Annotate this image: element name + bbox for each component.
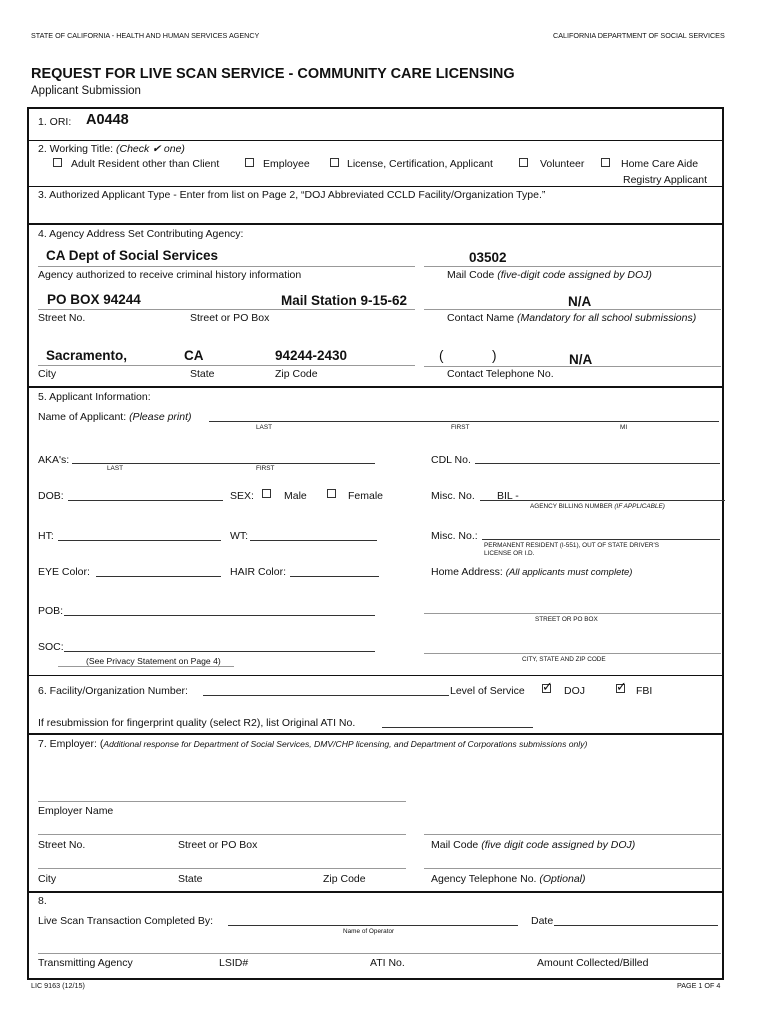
soc-input[interactable] — [64, 651, 375, 652]
applicant-info-label: 5. Applicant Information: — [38, 391, 151, 403]
zip-caption: Zip Code — [275, 368, 318, 380]
misc-no-input[interactable] — [480, 500, 725, 501]
weight-label: WT: — [230, 530, 249, 542]
phone-open-paren: ( — [439, 348, 444, 363]
contact-name-hint: (Mandatory for all school submissions) — [517, 312, 697, 324]
cdl-input[interactable] — [475, 463, 720, 464]
aka-first-caption: FIRST — [256, 465, 275, 472]
employee-label: Employee — [263, 158, 310, 170]
pob-input[interactable] — [64, 615, 375, 616]
employer-mail-code-hint: (five digit code assigned by DOJ) — [481, 839, 636, 851]
employee-checkbox[interactable] — [245, 158, 254, 167]
street-po-value[interactable]: Mail Station 9-15-62 — [281, 293, 408, 308]
permanent-resident-caption-2: LICENSE OR I.D. — [484, 550, 535, 557]
permanent-resident-caption-1: PERMANENT RESIDENT (I-551), OUT OF STATE DRIVER'S — [484, 542, 659, 549]
volunteer-checkbox[interactable] — [519, 158, 528, 167]
employer-hint: Additional response for Department of Social Services, DMV/CHP licensing, and Department of Corporations submissions only) — [103, 739, 588, 749]
employer-street-no-caption: Street No. — [38, 839, 86, 851]
employer-city-input[interactable] — [38, 868, 406, 869]
employer-name-caption: Employer Name — [38, 805, 114, 817]
employer-mail-code-text: Mail Code — [431, 839, 479, 851]
date-input[interactable] — [554, 925, 718, 926]
form-number: LIC 9163 (12/15) — [31, 981, 85, 990]
privacy-statement-note: (See Privacy Statement on Page 4) — [86, 656, 221, 666]
home-city-input[interactable] — [424, 653, 721, 654]
ati-caption: ATI No. — [370, 957, 405, 969]
adult-resident-checkbox[interactable] — [53, 158, 62, 167]
applicant-name-hint: (Please print) — [129, 411, 192, 423]
home-care-aide-checkbox[interactable] — [601, 158, 610, 167]
employer-phone-text: Agency Telephone No. — [431, 873, 537, 885]
street-line — [38, 309, 415, 310]
amount-caption: Amount Collected/Billed — [537, 957, 649, 969]
original-ati-input[interactable] — [382, 727, 533, 728]
aka-last-caption: LAST — [107, 465, 123, 472]
employer-label-text: 7. Employer: ( — [38, 738, 104, 750]
eye-color-label: EYE Color: — [38, 566, 90, 578]
facility-number-label: 6. Facility/Organization Number: — [38, 685, 188, 697]
employer-phone-input[interactable] — [424, 868, 721, 869]
volunteer-label: Volunteer — [540, 158, 585, 170]
home-care-aide-label: Home Care Aide — [621, 158, 699, 170]
hair-color-label: HAIR Color: — [230, 566, 287, 578]
female-label: Female — [348, 490, 384, 502]
operator-name-input[interactable] — [228, 925, 518, 926]
employer-city-caption: City — [38, 873, 57, 885]
misc-no-label: Misc. No. — [431, 490, 475, 502]
date-label: Date — [531, 915, 554, 927]
phone-value[interactable]: N/A — [569, 352, 593, 367]
agency-name-line — [38, 266, 415, 267]
state-caption: State — [190, 368, 215, 380]
applicant-name-input[interactable] — [209, 421, 719, 422]
mail-code-line — [424, 266, 721, 267]
soc-label: SOC: — [38, 641, 64, 653]
contact-name-caption — [447, 312, 696, 324]
state-value[interactable]: CA — [184, 348, 204, 363]
street-no-value[interactable]: PO BOX 94244 — [47, 292, 141, 307]
dob-label: DOB: — [38, 490, 64, 502]
divider — [28, 386, 723, 388]
ori-value[interactable]: A0448 — [86, 112, 129, 128]
page-number: PAGE 1 OF 4 — [677, 981, 721, 990]
employer-street-po-caption: Street or PO Box — [178, 839, 258, 851]
page-subtitle: Applicant Submission — [31, 85, 141, 97]
billing-caption-text: AGENCY BILLING NUMBER — [530, 503, 613, 510]
sex-label: SEX: — [230, 490, 254, 502]
employer-zip-caption: Zip Code — [323, 873, 366, 885]
misc-no2-input[interactable] — [482, 539, 720, 540]
dob-input[interactable] — [68, 500, 223, 501]
employer-state-caption: State — [178, 873, 203, 885]
divider — [28, 733, 723, 735]
operator-caption: Name of Operator — [343, 928, 395, 935]
completed-by-label: Live Scan Transaction Completed By: — [38, 915, 214, 927]
license-applicant-checkbox[interactable] — [330, 158, 339, 167]
mail-code-value[interactable]: 03502 — [469, 250, 507, 265]
applicant-name-label — [38, 411, 192, 423]
fbi-checkmark: ✓ — [616, 679, 627, 694]
home-address-label — [431, 566, 632, 578]
doj-checkmark: ✓ — [542, 679, 553, 694]
bil-prefix: BIL - — [497, 490, 519, 502]
phone-line — [424, 366, 721, 367]
facility-number-input[interactable] — [203, 695, 449, 696]
mail-code-caption — [447, 269, 652, 281]
employer-mail-code-input[interactable] — [424, 834, 721, 835]
adult-resident-label: Adult Resident other than Client — [71, 158, 220, 170]
misc-no2-label: Misc. No.: — [431, 530, 478, 542]
pob-label: POB: — [38, 605, 64, 617]
license-applicant-label: License, Certification, Applicant — [347, 158, 493, 170]
male-label: Male — [284, 490, 307, 502]
agency-address-label: 4. Agency Address Set Contributing Agency: — [38, 228, 244, 240]
hair-color-input[interactable] — [290, 576, 379, 577]
city-line — [38, 365, 415, 366]
page-title: REQUEST FOR LIVE SCAN SERVICE - COMMUNITY CARE LICENSING — [31, 66, 515, 82]
lsid-caption: LSID# — [219, 957, 249, 969]
divider — [28, 186, 723, 187]
contact-name-line — [424, 309, 721, 310]
divider — [28, 675, 723, 676]
section-8-label: 8. — [38, 895, 47, 907]
registry-applicant-label: Registry Applicant — [623, 174, 708, 186]
name-mi-caption: MI — [620, 424, 628, 431]
agency-name-caption: Agency authorized to receive criminal history information — [38, 269, 302, 281]
home-address-text: Home Address: — [431, 566, 503, 578]
divider — [28, 223, 723, 225]
ori-label: 1. ORI: — [38, 116, 72, 128]
aka-input[interactable] — [72, 463, 375, 464]
billing-caption-hint: (IF APPLICABLE) — [614, 503, 665, 510]
transmitting-line — [38, 953, 721, 954]
working-title-label — [38, 143, 185, 155]
level-of-service-label: Level of Service — [450, 685, 525, 697]
billing-caption — [530, 503, 665, 510]
employer-name-input[interactable] — [38, 801, 406, 802]
divider — [28, 891, 723, 893]
weight-input[interactable] — [250, 540, 377, 541]
street-or-po-caption: STREET OR PO BOX — [535, 616, 598, 623]
contact-name-caption-text: Contact Name — [447, 312, 515, 324]
female-checkbox[interactable] — [327, 489, 336, 498]
mail-code-caption-text: Mail Code — [447, 269, 495, 281]
phone-close-paren: ) — [492, 348, 497, 363]
applicant-type-label: 3. Authorized Applicant Type - Enter from list on Page 2, “DOJ Abbreviated CCLD Facility/Organization Type.” — [38, 189, 546, 201]
city-value[interactable]: Sacramento, — [46, 348, 128, 363]
working-title-text: 2. Working Title: — [38, 143, 114, 155]
mail-code-hint: (five-digit code assigned by DOJ) — [497, 269, 652, 281]
zip-value[interactable]: 94244-2430 — [275, 348, 348, 363]
phone-caption: Contact Telephone No. — [447, 368, 554, 380]
header-agency: STATE OF CALIFORNIA - HEALTH AND HUMAN SERVICES AGENCY — [31, 31, 260, 40]
employer-phone-hint: (Optional) — [539, 873, 586, 885]
contact-name-value[interactable]: N/A — [568, 294, 592, 309]
transmitting-agency-caption: Transmitting Agency — [38, 957, 133, 969]
home-street-input[interactable] — [424, 613, 721, 614]
employer-phone-caption — [431, 873, 586, 885]
aka-label: AKA's: — [38, 454, 70, 466]
header-department: CALIFORNIA DEPARTMENT OF SOCIAL SERVICES — [553, 31, 725, 40]
male-checkbox[interactable] — [262, 489, 271, 498]
city-caption: City — [38, 368, 57, 380]
city-state-zip-caption: CITY, STATE AND ZIP CODE — [522, 656, 606, 663]
home-address-hint: (All applicants must complete) — [505, 567, 633, 578]
resubmission-label: If resubmission for fingerprint quality (select R2), list Original ATI No. — [38, 717, 356, 729]
name-last-caption: LAST — [256, 424, 272, 431]
fbi-label: FBI — [636, 685, 653, 697]
height-input[interactable] — [58, 540, 221, 541]
street-no-caption: Street No. — [38, 312, 86, 324]
street-po-caption: Street or PO Box — [190, 312, 270, 324]
employer-street-input[interactable] — [38, 834, 406, 835]
height-label: HT: — [38, 530, 54, 542]
working-title-hint: (Check ✔ one) — [116, 143, 185, 155]
agency-name-value[interactable]: CA Dept of Social Services — [46, 248, 219, 263]
cdl-label: CDL No. — [431, 454, 471, 466]
privacy-underline — [58, 666, 234, 667]
employer-label — [38, 738, 587, 750]
doj-label: DOJ — [564, 685, 585, 697]
divider — [28, 140, 723, 141]
applicant-name-text: Name of Applicant: — [38, 411, 127, 423]
employer-mail-code-caption — [431, 839, 635, 851]
eye-color-input[interactable] — [96, 576, 221, 577]
name-first-caption: FIRST — [451, 424, 470, 431]
